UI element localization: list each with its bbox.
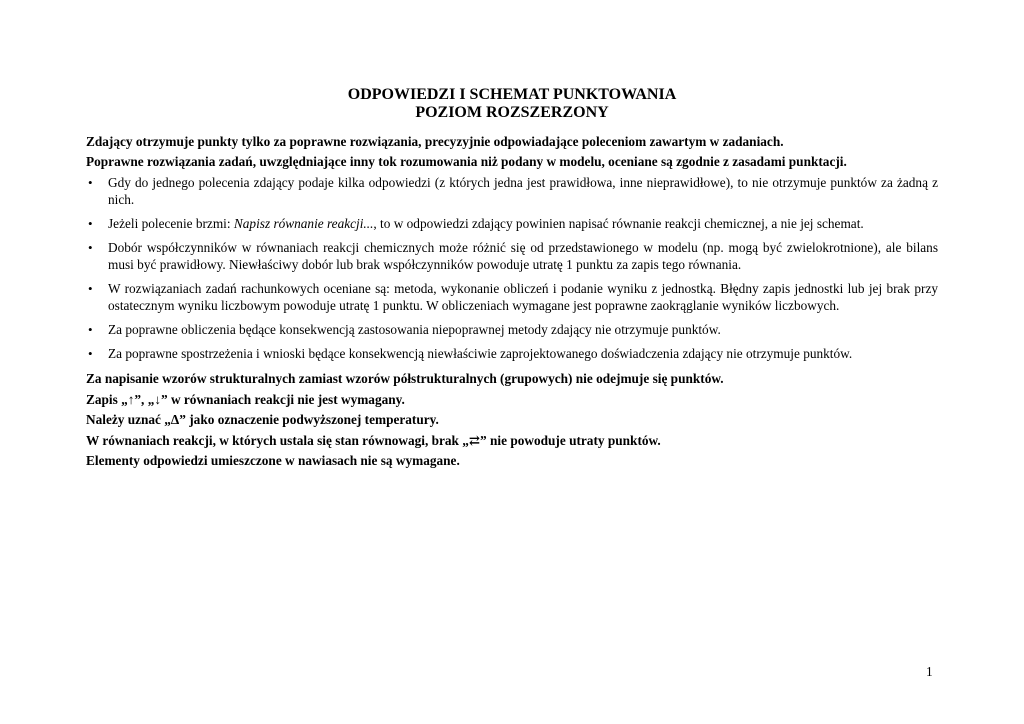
rule-delta: Należy uznać „Δ” jako oznaczenie podwyższonej temperatury. <box>86 412 439 427</box>
list-item-text: Gdy do jednego polecenia zdający podaje kilka odpowiedzi (z których jedna jest prawidłowa, inne nieprawidłowe), to nie otrzymuje punktów za żadną z nich. <box>108 175 938 207</box>
additional-rules <box>86 369 938 472</box>
document-title: ODPOWIEDZI I SCHEMAT PUNKTOWANIA <box>347 86 677 103</box>
rule-arrows: Zapis „↑”, „↓” w równaniach reakcji nie jest wymagany. <box>86 391 405 407</box>
list-item-text: Dobór współczynników w równaniach reakcji chemicznych może różnić się od przedstawionego w modelu (np. mogą być zwielokrotnione), ale bilans musi być prawidłowy. Niewłaściwy dobór lub brak współczynników powoduje utratę 1 punktu za zapis tego równania. <box>108 240 938 272</box>
list-item <box>86 215 938 232</box>
list-item <box>86 280 938 314</box>
list-item-text-end: , to w odpowiedzi zdający powinien napisać równanie reakcji chemicznej, a nie jej schemat. <box>373 216 864 231</box>
document-page <box>86 86 938 472</box>
list-item-text: Za poprawne spostrzeżenia i wnioski będące konsekwencją niewłaściwie zaprojektowanego doświadczenia zdający nie otrzymuje punktów. <box>108 346 853 361</box>
rule-equilibrium: W równaniach reakcji, w których ustala się stan równowagi, brak „⇄” nie powoduje utraty punktów. <box>86 432 661 448</box>
list-item-text: Za poprawne obliczenia będące konsekwencją zastosowania niepoprawnej metody zdający nie otrzymuje punktów. <box>108 322 721 337</box>
bullet-icon: • <box>88 240 93 255</box>
bullet-icon: • <box>88 281 93 296</box>
list-item <box>86 345 938 362</box>
rule-structural-formulas: Za napisanie wzorów strukturalnych zamiast wzorów półstrukturalnych (grupowych) nie odejmuje się punktów. <box>86 371 724 386</box>
bullet-icon: • <box>88 346 93 361</box>
bullet-icon: • <box>88 175 93 190</box>
intro-paragraph-2: Poprawne rozwiązania zadań, uwzględniające inny tok rozumowania niż podany w modelu, oceniane są zgodnie z zasadami punktacji. <box>86 154 847 169</box>
bullet-icon: • <box>88 216 93 231</box>
list-item <box>86 321 938 338</box>
list-item-text-start: Jeżeli polecenie brzmi: <box>108 216 234 231</box>
page-number: 1 <box>926 664 933 679</box>
rule-brackets: Elementy odpowiedzi umieszczone w nawiasach nie są wymagane. <box>86 453 460 468</box>
scoring-rules-list <box>86 174 938 362</box>
list-item <box>86 239 938 273</box>
list-item-text: W rozwiązaniach zadań rachunkowych oceniane są: metoda, wykonanie obliczeń i podanie wyniku z jednostką. Błędny zapis jednostki lub jej brak przy ostatecznym wyniku liczbowym powoduje utratę 1 punktu. W obliczeniach wymagane jest poprawne zaokrąglanie wyników liczbowych. <box>108 281 938 313</box>
list-item-italic-text: Napisz równanie reakcji... <box>233 216 374 231</box>
bullet-icon: • <box>88 322 93 337</box>
document-subtitle: POZIOM ROZSZERZONY <box>415 104 609 121</box>
intro-paragraph-1: Zdający otrzymuje punkty tylko za poprawne rozwiązania, precyzyjnie odpowiadające poleceniom zawartym w zadaniach. <box>86 134 784 149</box>
list-item <box>86 174 938 208</box>
